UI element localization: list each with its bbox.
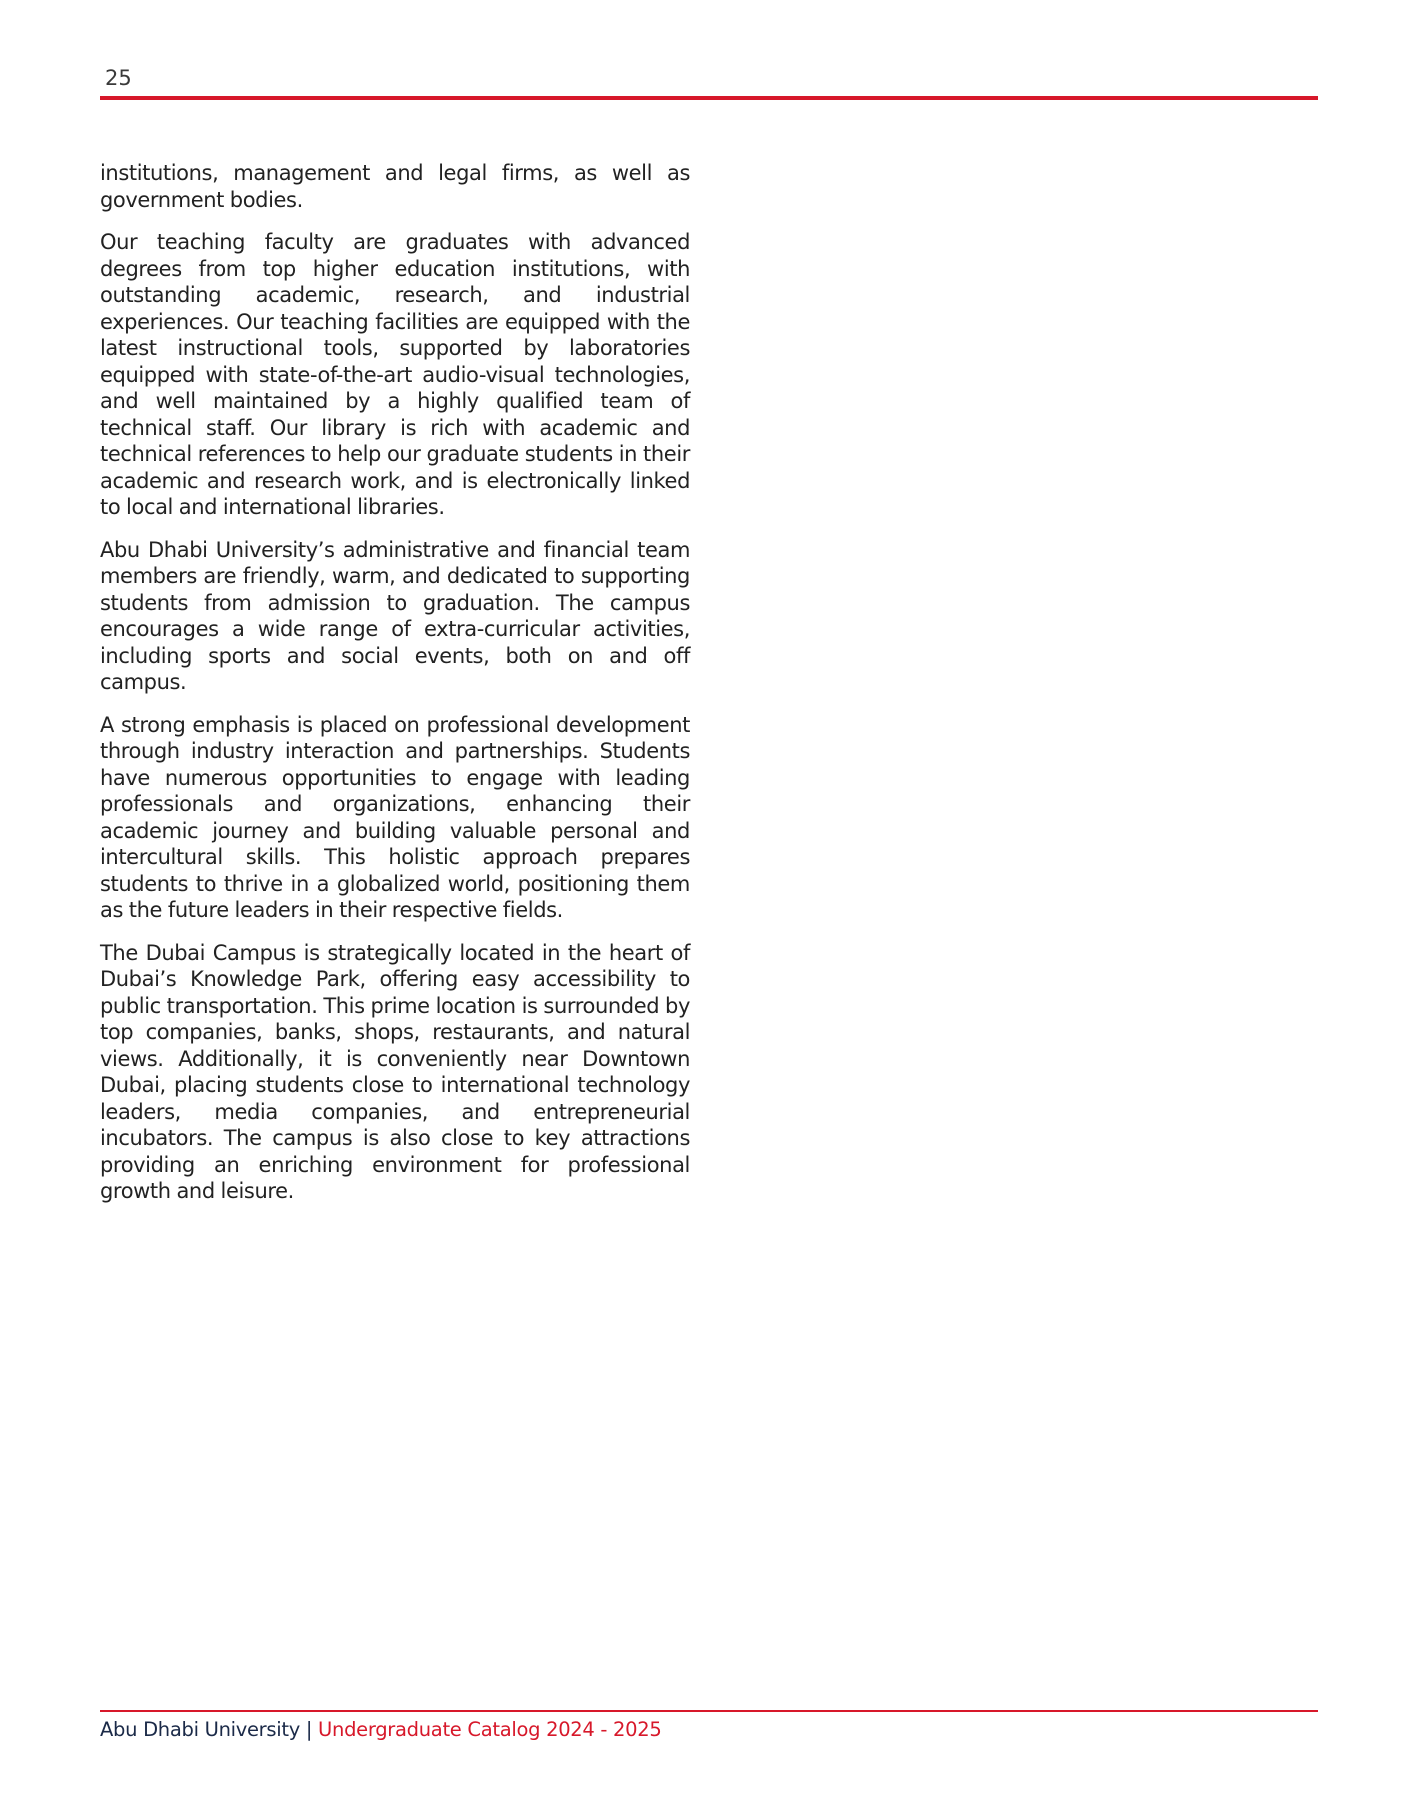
paragraph-administration: Abu Dhabi University’s administrative and financial team members are friendly, warm, and dedicated to supporting students from admission to graduation. The campus encourages a wide range of extra-curricular activities, including sports and social events, both on and off campus. xyxy=(100,537,690,694)
paragraph-continuation: institutions, management and legal firms, as well as government bodies. xyxy=(100,161,690,212)
footer-divider xyxy=(100,1710,1318,1712)
body-text-column xyxy=(100,160,690,1221)
paragraph-dubai-campus: The Dubai Campus is strategically located in the heart of Dubai’s Knowledge Park, offering easy accessibility to public transportation. This prime location is surrounded by top companies, banks, shops, restaurants, and natural views. Additionally, it is conveniently near Downtown Dubai, placing students close to international technology leaders, media companies, and entrepreneurial incubators. The campus is also close to key attractions providing an enriching environment for professional growth and leisure. xyxy=(100,940,690,1203)
paragraph-faculty-facilities: Our teaching faculty are graduates with advanced degrees from top higher education institutions, with outstanding academic, research, and industrial experiences. Our teaching facilities are equipped with the latest instructional tools, supported by laboratories equipped with state-of-the-art audio-visual technologies, and well maintained by a highly qualified team of technical staff. Our library is rich with academic and technical references to help our graduate students in their academic and research work, and is electronically linked to local and international libraries. xyxy=(100,230,690,519)
page-number: 25 xyxy=(105,66,132,90)
footer-separator: | xyxy=(299,1718,319,1741)
footer-organization: Abu Dhabi University xyxy=(100,1718,300,1741)
paragraph-professional-development: A strong emphasis is placed on professional development through industry interaction and partnerships. Students have numerous opportunities to engage with leading professionals and organizations, enhancing their academic journey and building valuable personal and intercultural skills. This holistic approach prepares students to thrive in a globalized world, positioning them as the future leaders in their respective fields. xyxy=(100,712,690,922)
header-divider xyxy=(100,96,1318,100)
page-footer xyxy=(100,1718,661,1741)
footer-catalog-title: Undergraduate Catalog 2024 - 2025 xyxy=(318,1718,662,1741)
